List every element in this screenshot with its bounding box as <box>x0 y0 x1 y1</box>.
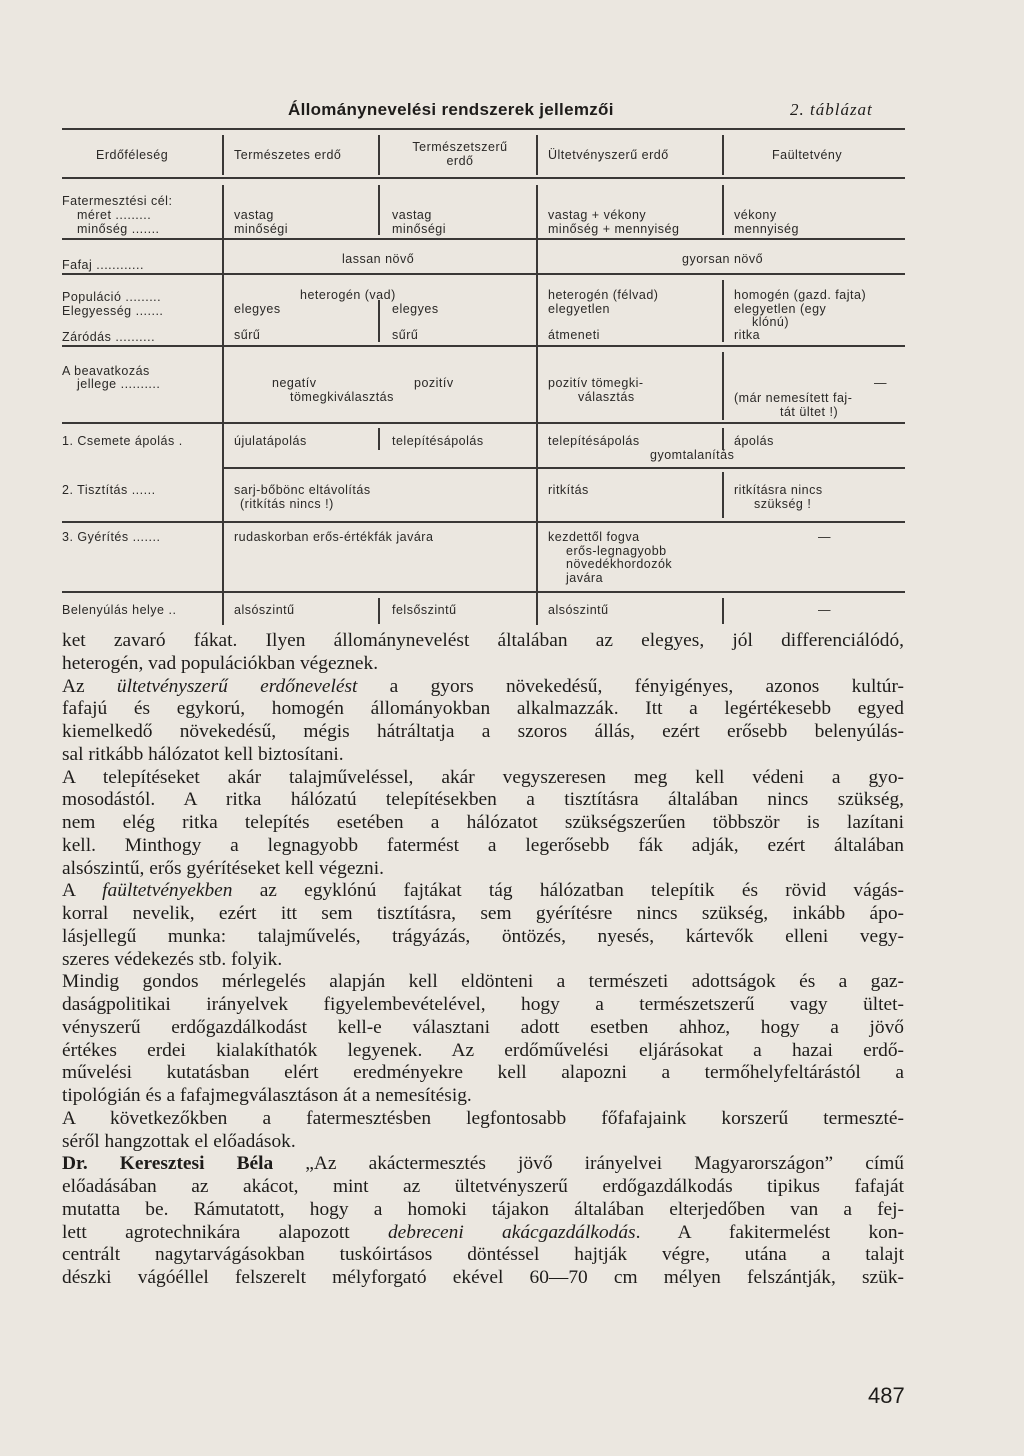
cell-text: (ritkítás nincs !) <box>240 497 334 511</box>
text-line: művelési kutatásban elért eredményekre kell alapozni a termőhelyfeltárástól a <box>62 1062 904 1084</box>
cell-text: átmeneti <box>548 328 600 342</box>
row-label-gyerites: 3. Gyérítés ....... <box>62 530 161 544</box>
row-divider <box>62 273 905 275</box>
cell-text: elegyetlen (egy <box>734 302 827 316</box>
body-text <box>62 630 904 1290</box>
col-divider <box>722 598 724 624</box>
cell-text: heterogén (félvad) <box>548 288 659 302</box>
text-line: Az ültetvényszerű erdőnevelést a gyors növekedésű, fényigényes, azonos kultúr- <box>62 675 904 697</box>
text-line: mutatta be. Rámutatott, hogy a homoki tájakon általában elterjedőben van a fej- <box>62 1198 904 1220</box>
row-divider <box>62 521 905 523</box>
cell-text: sűrű <box>392 328 419 342</box>
cell-text: gyomtalanítás <box>650 448 735 462</box>
text-line: dészki vágóéllel felszerelt mélyforgató ekével 60—70 cm mélyen felszántják, szük- <box>62 1267 904 1288</box>
header-termeszetszeru-erdo-line2: erdő <box>446 154 474 168</box>
row-label-zarodas: Záródás .......... <box>62 330 156 344</box>
row-label-beavatkozas: A beavatkozás <box>62 364 150 378</box>
cell-text: felsőszintű <box>392 603 457 617</box>
cell-text: elegyes <box>234 302 281 316</box>
cell-text: ápolás <box>734 434 774 448</box>
page-number: 487 <box>868 1383 905 1408</box>
text-line: A telepítéseket akár talajműveléssel, akár vegyszeresen meg kell védeni a gyo- <box>62 766 904 788</box>
text-line: lásjellegű munka: talajművelés, trágyázás, öntözés, nyesés, kártevők elleni vegy- <box>62 925 904 947</box>
cell-text: minőségi <box>392 222 447 236</box>
cell-text: vékony <box>734 208 777 222</box>
cell-text: elegyetlen <box>548 302 610 316</box>
text-line: alsószintű, erős gyérítéseket kell végezni. <box>62 857 384 879</box>
text-line: lett agrotechnikára alapozott debreceni akácgazdálkodás. A fakitermelést kon- <box>62 1221 905 1243</box>
cell-text: tát ültet !) <box>780 405 839 419</box>
cell-text: választás <box>578 390 635 404</box>
col-divider <box>222 185 224 625</box>
cell-text: kezdettől fogva <box>548 530 640 544</box>
col-divider <box>378 185 380 235</box>
text-line: Dr. Keresztesi Béla „Az akáctermesztés jövő irányelvei Magyarországon” című <box>62 1153 905 1175</box>
cell-text: homogén (gazd. fajta) <box>734 288 867 302</box>
row-label-tisztitas: 2. Tisztítás ...... <box>62 483 156 497</box>
cell-text: — <box>818 530 831 544</box>
cell-text: heterogén (vad) <box>300 288 396 302</box>
cell-text: ritkítás <box>548 483 589 497</box>
col-divider <box>222 135 224 175</box>
text-line: sal ritkább hálózatot kell biztosítani. <box>62 743 344 765</box>
text-line: nem elég ritka telepítés esetében a hálózatot szükségszerűen többször is lazítani <box>62 812 904 833</box>
row-label-belenyulas-helye: Belenyúlás helye .. <box>62 603 177 617</box>
text-line: vényszerű erdőgazdálkodást kell-e választani adott esetben ahhoz, hogy a jövő <box>62 1016 904 1038</box>
cell-text: ritkításra nincs <box>734 483 823 497</box>
cell-text: szükség ! <box>754 497 812 511</box>
col-divider <box>722 135 724 175</box>
text-line: korral nevelik, ezért itt sem tisztításra, sem gyérítésre nincs szükség, inkább ápo- <box>62 903 904 924</box>
col-divider <box>378 300 380 342</box>
cell-text: telepítésápolás <box>392 434 484 448</box>
cell-text: tömegkiválasztás <box>290 390 394 404</box>
header-erdofeleseg: Erdőféleség <box>96 148 169 162</box>
row-divider <box>62 345 905 347</box>
cell-text: gyorsan növő <box>682 252 764 266</box>
table-rule-header <box>62 177 905 179</box>
col-divider <box>722 472 724 518</box>
cell-text: — <box>874 376 887 390</box>
col-divider <box>536 135 538 175</box>
row-label-fatermesztes: Fatermesztési cél: <box>62 194 173 208</box>
cell-text: sarj-bőbönc eltávolítás <box>234 483 371 497</box>
header-termeszetes-erdo: Természetes erdő <box>234 148 342 162</box>
cell-text: ritka <box>734 328 761 342</box>
cell-text: vastag <box>234 208 274 222</box>
text-line: centrált nagytarvágásokban tuskóirtásos döntéssel hajtják végre, utána a talajt <box>62 1244 904 1266</box>
cell-text: minőség + mennyiség <box>548 222 680 236</box>
cell-text: — <box>818 603 831 617</box>
text-line: ket zavaró fákat. Ilyen állománynevelést általában az elegyes, jól differenciálódó, <box>62 630 904 651</box>
header-faultetveny: Faültetvény <box>772 148 843 162</box>
header-termeszetszeru-erdo-line1: Természetszerű <box>412 140 508 154</box>
col-divider <box>722 352 724 420</box>
text-line: A következőkben a fatermesztésben legfontosabb főfafajaink korszerű termeszté- <box>62 1107 904 1129</box>
cell-text: (már nemesített faj- <box>734 391 853 405</box>
text-line: daságpolitikai irányelvek figyelembevételével, hogy a természetszerű vagy ültet- <box>62 994 904 1015</box>
cell-text: minőségi <box>234 222 289 236</box>
row-divider <box>62 422 905 424</box>
col-divider <box>378 428 380 450</box>
row-divider <box>222 467 905 469</box>
row-label-meret: méret ......... <box>77 208 152 222</box>
row-label-jellege: jellege .......... <box>77 377 161 391</box>
cell-text: lassan növő <box>342 252 415 266</box>
text-line: kiemelkedő növekedésű, mégis hátráltatja a szoros állás, ezért erősebb belenyúlás- <box>62 721 904 742</box>
text-line: fafajú és egykorú, homogén állományokban alkalmazzák. Itt a legértékesebb egyed <box>62 698 904 720</box>
cell-text: mennyiség <box>734 222 799 236</box>
cell-text: alsószintű <box>234 603 295 617</box>
row-label-populacio: Populáció ......... <box>62 290 162 304</box>
cell-text: telepítésápolás <box>548 434 640 448</box>
col-divider <box>536 185 538 625</box>
text-line: értékes erdei kialakíthatók legyenek. Az erdőművelési eljárásokat a hazai erdő- <box>62 1039 904 1061</box>
table-title: Állománynevelési rendszerek jellemzői <box>288 100 614 119</box>
header-ultetvenyszeru-erdo: Ültetvényszerű erdő <box>548 148 669 162</box>
table-number: 2. táblázat <box>790 100 873 119</box>
cell-text: pozitív <box>414 376 454 390</box>
text-line: heterogén, vad populációkban végeznek. <box>62 652 379 674</box>
row-divider <box>62 238 905 240</box>
table-rule-top <box>62 128 905 130</box>
row-label-elegyesseg: Elegyesség ....... <box>62 304 164 318</box>
col-divider <box>722 428 724 450</box>
text-line: kell. Minthogy a legnagyobb fatermést a legerősebb fák adják, ezért általában <box>62 834 904 856</box>
cell-text: sűrű <box>234 328 261 342</box>
row-label-csemete-apolas: 1. Csemete ápolás . <box>62 434 183 448</box>
cell-text: alsószintű <box>548 603 609 617</box>
col-divider <box>722 185 724 235</box>
text-line: séről hangzottak el előadások. <box>62 1130 296 1152</box>
text-line: előadásában az akácot, mint az ültetvényszerű erdőgazdálkodás tipikus fafaját <box>62 1176 904 1197</box>
col-divider <box>378 598 380 624</box>
cell-text: negatív <box>272 376 317 390</box>
col-divider <box>378 135 380 175</box>
row-label-fafaj: Fafaj ............ <box>62 258 144 272</box>
cell-text: vastag <box>392 208 432 222</box>
cell-text: rudaskorban erős-értékfák javára <box>234 530 434 544</box>
cell-text: javára <box>566 571 604 585</box>
cell-text: erős-legnagyobb <box>566 544 667 558</box>
cell-text: növedékhordozók <box>566 557 673 571</box>
row-label-minoseg: minőség ....... <box>77 222 160 236</box>
text-line: szeres védekezés stb. folyik. <box>62 948 283 970</box>
cell-text: újulatápolás <box>234 434 307 448</box>
text-line: Mindig gondos mérlegelés alapján kell eldönteni a természeti adottságok és a gaz- <box>62 971 904 993</box>
cell-text: vastag + vékony <box>548 208 647 222</box>
col-divider <box>722 280 724 342</box>
text-line: tipológián és a fafajmegválasztáson át a nemesítésig. <box>62 1085 472 1106</box>
text-line: A faültetvényekben az egyklónú fajtákat tág hálózatban telepítik és rövid vágás- <box>62 880 904 902</box>
row-divider <box>62 591 905 593</box>
text-line: mosodástól. A ritka hálózatú telepítésekben a tisztításra általában nincs szükség, <box>62 789 904 811</box>
cell-text: klónú) <box>752 315 790 329</box>
cell-text: pozitív tömegki- <box>548 376 644 390</box>
cell-text: elegyes <box>392 302 439 316</box>
